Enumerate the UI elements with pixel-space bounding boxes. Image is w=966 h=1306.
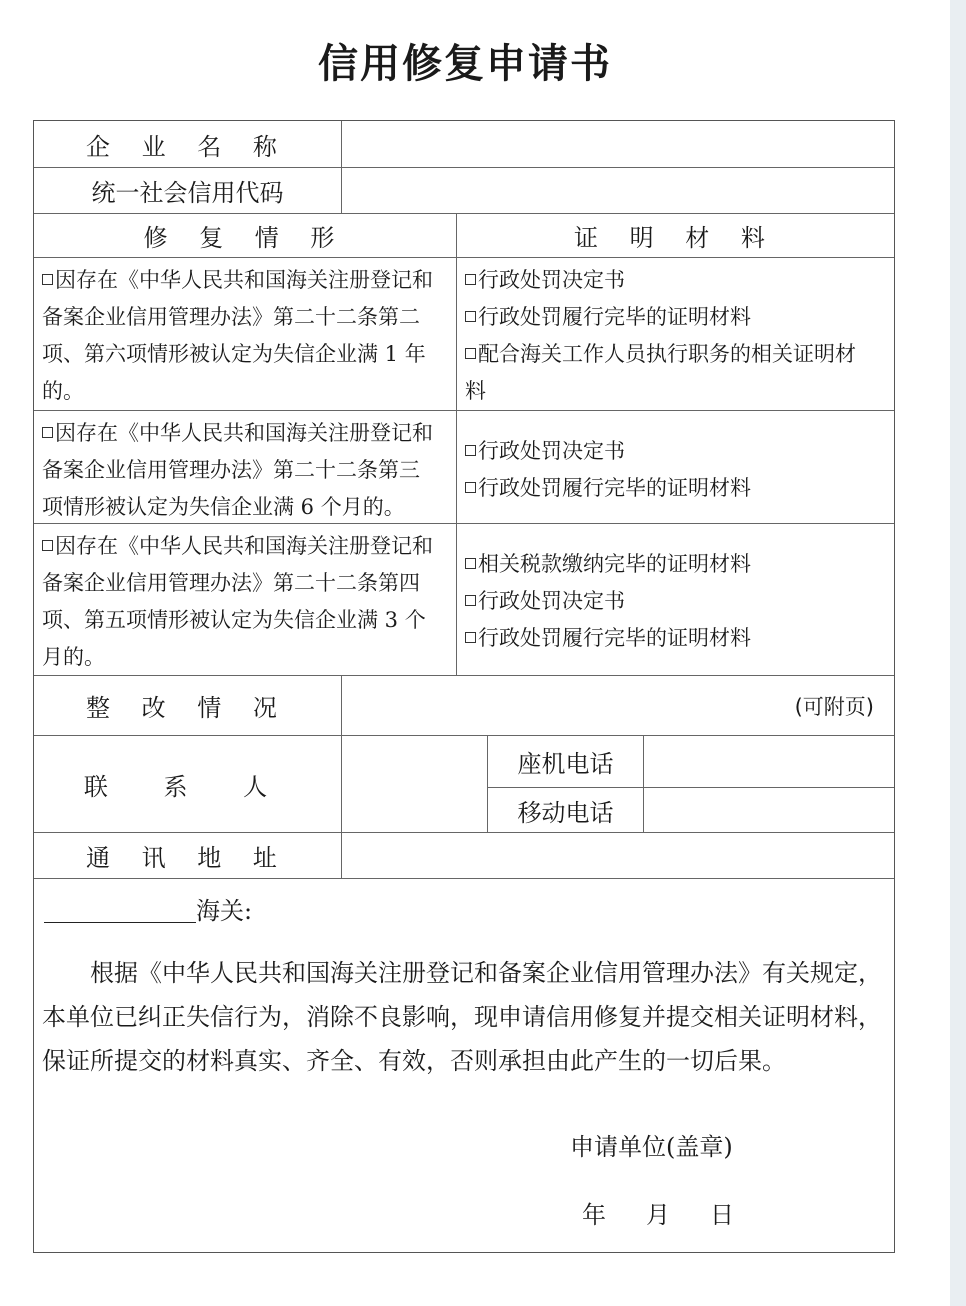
situation-row-2	[34, 411, 457, 524]
situation-row-3	[34, 524, 457, 676]
attachable-note: (可附页)	[794, 694, 874, 719]
checkbox-icon[interactable]	[465, 311, 476, 322]
situation-option-2[interactable]: 因存在《中华人民共和国海关注册登记和	[42, 415, 448, 452]
customs-line	[44, 891, 252, 926]
landline-field[interactable]	[644, 736, 894, 788]
credit-code-text: 统一社会信用代码	[91, 179, 284, 207]
situation-row-1	[34, 258, 457, 411]
situation-line: 备案企业信用管理办法》第二十二条第三	[42, 458, 420, 482]
month-label: 月	[646, 1201, 670, 1229]
checkbox-icon[interactable]	[42, 427, 53, 438]
materials-header-text: 证 明 材 料	[574, 224, 777, 252]
applicant-label: 申请单位(盖章)	[570, 1133, 733, 1161]
credit-code-field[interactable]	[342, 168, 894, 214]
checkbox-icon[interactable]	[42, 540, 53, 551]
address-label	[34, 833, 342, 879]
declaration-body: 根据《中华人民共和国海关注册登记和备案企业信用管理办法》有关规定，本单位已纠正失信行为，消除不良影响，现申请信用修复并提交相关证明材料，保证所提交的材料真实、齐全、有效，否则承担由此产生的一切后果。	[42, 959, 882, 1075]
checkbox-icon[interactable]	[42, 274, 53, 285]
situation-header-text: 修 复 情 形	[143, 224, 347, 252]
situation-line: 月的。	[42, 645, 105, 669]
year-label: 年	[582, 1201, 606, 1229]
landline-label	[488, 736, 644, 788]
situation-line: 备案企业信用管理办法》第二十二条第四	[42, 571, 420, 595]
rectification-text: 整 改 情 况	[86, 694, 289, 722]
company-name-field[interactable]	[342, 121, 894, 168]
landline-text: 座机电话	[517, 750, 614, 778]
material-option[interactable]: 行政处罚履行完毕的证明材料	[465, 620, 886, 657]
address-field[interactable]	[342, 833, 894, 879]
customs-name-blank[interactable]	[44, 922, 196, 923]
checkbox-icon[interactable]	[465, 482, 476, 493]
materials-row-1	[457, 258, 894, 411]
address-text: 通 讯 地 址	[86, 844, 289, 872]
material-option[interactable]: 相关税款缴纳完毕的证明材料	[465, 546, 886, 583]
mobile-field[interactable]	[644, 788, 894, 833]
checkbox-icon[interactable]	[465, 445, 476, 456]
right-edge-strip	[950, 0, 966, 1306]
situation-line: 项、第五项情形被认定为失信企业满 3 个	[42, 608, 426, 632]
mobile-text: 移动电话	[517, 798, 614, 827]
situation-header	[34, 214, 457, 258]
situation-line: 备案企业信用管理办法》第二十二条第二	[42, 305, 420, 329]
page-title: 信用修复申请书	[318, 40, 612, 87]
situation-option-1[interactable]: 因存在《中华人民共和国海关注册登记和	[42, 262, 448, 299]
rectification-label	[34, 676, 342, 736]
checkbox-icon[interactable]	[465, 558, 476, 569]
customs-suffix: 海关:	[196, 897, 253, 925]
mobile-label	[488, 788, 644, 833]
material-option[interactable]: 行政处罚履行完毕的证明材料	[465, 299, 886, 336]
materials-row-3	[457, 524, 894, 676]
material-option[interactable]: 行政处罚决定书	[465, 262, 886, 299]
checkbox-icon[interactable]	[465, 348, 476, 359]
material-option[interactable]: 行政处罚决定书	[465, 433, 886, 470]
material-option[interactable]: 行政处罚履行完毕的证明材料	[465, 470, 886, 507]
checkbox-icon[interactable]	[465, 274, 476, 285]
material-line: 料	[465, 379, 486, 403]
situation-line: 的。	[42, 379, 84, 403]
application-form	[33, 120, 895, 1253]
material-option[interactable]: 配合海关工作人员执行职务的相关证明材	[465, 336, 886, 373]
situation-line: 项情形被认定为失信企业满 6 个月的。	[42, 495, 405, 519]
contact-label	[34, 736, 342, 833]
situation-line: 项、第六项情形被认定为失信企业满 1 年	[42, 342, 426, 366]
materials-row-2	[457, 411, 894, 524]
materials-header	[457, 214, 894, 258]
contact-text: 联 系 人	[83, 772, 292, 801]
company-name-text: 企 业 名 称	[86, 132, 289, 161]
company-name-label	[34, 121, 342, 168]
date-line	[582, 1195, 734, 1230]
material-option[interactable]: 行政处罚决定书	[465, 583, 886, 620]
checkbox-icon[interactable]	[465, 632, 476, 643]
rectification-field[interactable]	[342, 676, 894, 736]
day-label: 日	[710, 1201, 734, 1229]
contact-field[interactable]	[342, 736, 488, 833]
situation-option-3[interactable]: 因存在《中华人民共和国海关注册登记和	[42, 528, 448, 565]
credit-code-label	[34, 168, 342, 214]
checkbox-icon[interactable]	[465, 595, 476, 606]
